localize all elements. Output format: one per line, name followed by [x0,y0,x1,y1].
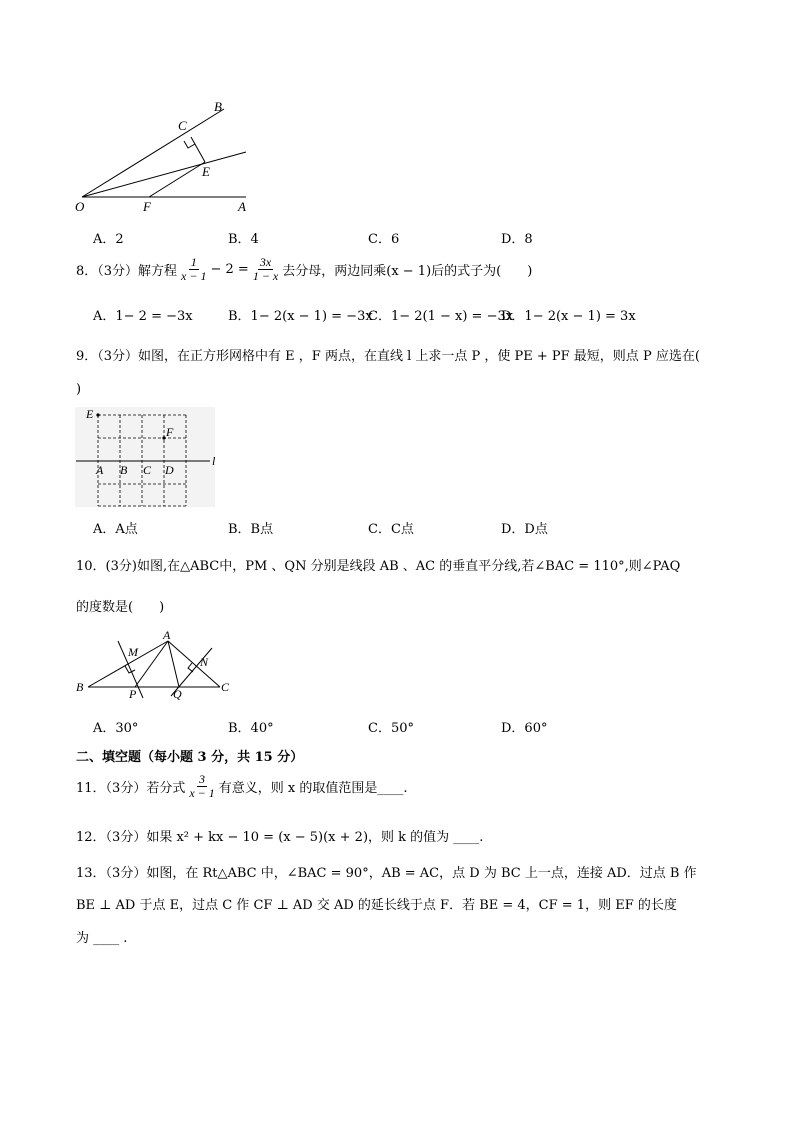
q10-line1: 10．(3分)如图,在△ABC中，PM 、QN 分别是线段 AB 、AC 的垂直平分线,若∠BAC = 110°,则∠PAQ [76,559,681,574]
q9-grid-figure [74,405,224,510]
q9-line2: ) [76,382,82,397]
q10-option-b: B．40° [228,721,274,736]
q11-prefix: 11．（3分）若分式 [76,780,186,796]
q10-label-B: B [76,680,84,694]
q10-label-N: N [200,655,209,669]
q7-option-b: B．4 [228,232,259,247]
q11-frac-num: 3 [199,772,206,786]
q9-label-l: l [212,454,216,468]
q11-fraction [187,773,216,799]
q8-mid: − 2 = [210,261,249,277]
q9-label-F: F [166,425,174,439]
q8-option-d: D．1− 2(x − 1) = 3x [501,309,636,324]
q7-label-F: F [143,199,151,214]
q11-question [76,773,408,799]
q8-suffix: 去分母，两边同乘(x − 1)后的式子为( ) [282,263,533,279]
q10-line2: 的度数是( ) [76,600,165,615]
q8-question [76,256,532,282]
q10-label-P: P [129,687,137,700]
q10-label-M: M [128,645,138,659]
q9-option-d: D．D点 [501,522,548,537]
q10-option-a: A．30° [93,721,139,736]
q8-frac1-den: x − 1 [181,268,207,283]
q11-frac-den: x − 1 [189,785,215,800]
q9-option-b: B．B点 [228,522,274,537]
q9-option-c: C．C点 [368,522,414,537]
q7-label-O: O [75,199,85,214]
q13-line3: 为 ____ . [76,931,128,946]
q10-figure [72,628,242,700]
q10-label-C: C [221,680,230,694]
q9-label-E: E [86,407,94,421]
q9-label-B: B [120,463,128,477]
q13-line1: 13．（3分）如图，在 Rt△ABC 中，∠BAC = 90°，AB = AC，点 D 为 BC 上一点，连接 AD．过点 B 作 [76,866,697,881]
q7-label-E: E [202,164,210,179]
section-heading: 二、填空题（每小题 3 分，共 15 分） [76,750,304,765]
q7-option-d: D．8 [501,232,533,247]
q7-option-c: C．6 [368,232,400,247]
q8-option-b: B．1− 2(x − 1) = −3x [228,309,373,324]
q10-label-Q: Q [173,687,182,700]
q8-prefix: 8．（3分）解方程 [76,263,178,279]
q7-label-A: A [238,199,246,214]
q8-frac1-num: 1 [190,255,197,269]
q8-fraction-2 [251,256,280,282]
q7-label-C: C [178,118,187,133]
q9-label-D: D [165,463,174,477]
q7-option-a: A．2 [93,232,124,247]
q10-option-d: D．60° [501,721,548,736]
q9-option-a: A．A点 [93,522,138,537]
q8-option-a: A．1− 2 = −3x [93,309,193,324]
q9-label-A: A [96,463,104,477]
q10-option-c: C．50° [368,721,414,736]
q8-fraction-1 [179,256,208,282]
q11-suffix: 有意义，则 x 的取值范围是____. [218,780,408,796]
q13-line2: BE ⊥ AD 于点 E，过点 C 作 CF ⊥ AD 交 AD 的延长线于点 F．若 BE = 4，CF = 1，则 EF 的长度 [76,898,677,913]
q7-figure [70,95,260,220]
q8-frac2-num: 3x [259,255,272,269]
q8-option-c: C．1− 2(1 − x) = −3x [368,309,514,324]
q8-frac2-den: 1 − x [252,268,279,283]
q12-question: 12．（3分）如果 x² + kx − 10 = (x − 5)(x + 2)，则 k 的值为 ____. [76,830,484,845]
q10-label-A: A [163,628,171,642]
q9-label-C: C [143,463,152,477]
q9-line1: 9．（3分）如图，在正方形网格中有 E ，F 两点，在直线 l 上求一点 P ，使 PE + PF 最短，则点 P 应选在( [76,349,700,364]
q7-label-B: B [214,99,222,114]
